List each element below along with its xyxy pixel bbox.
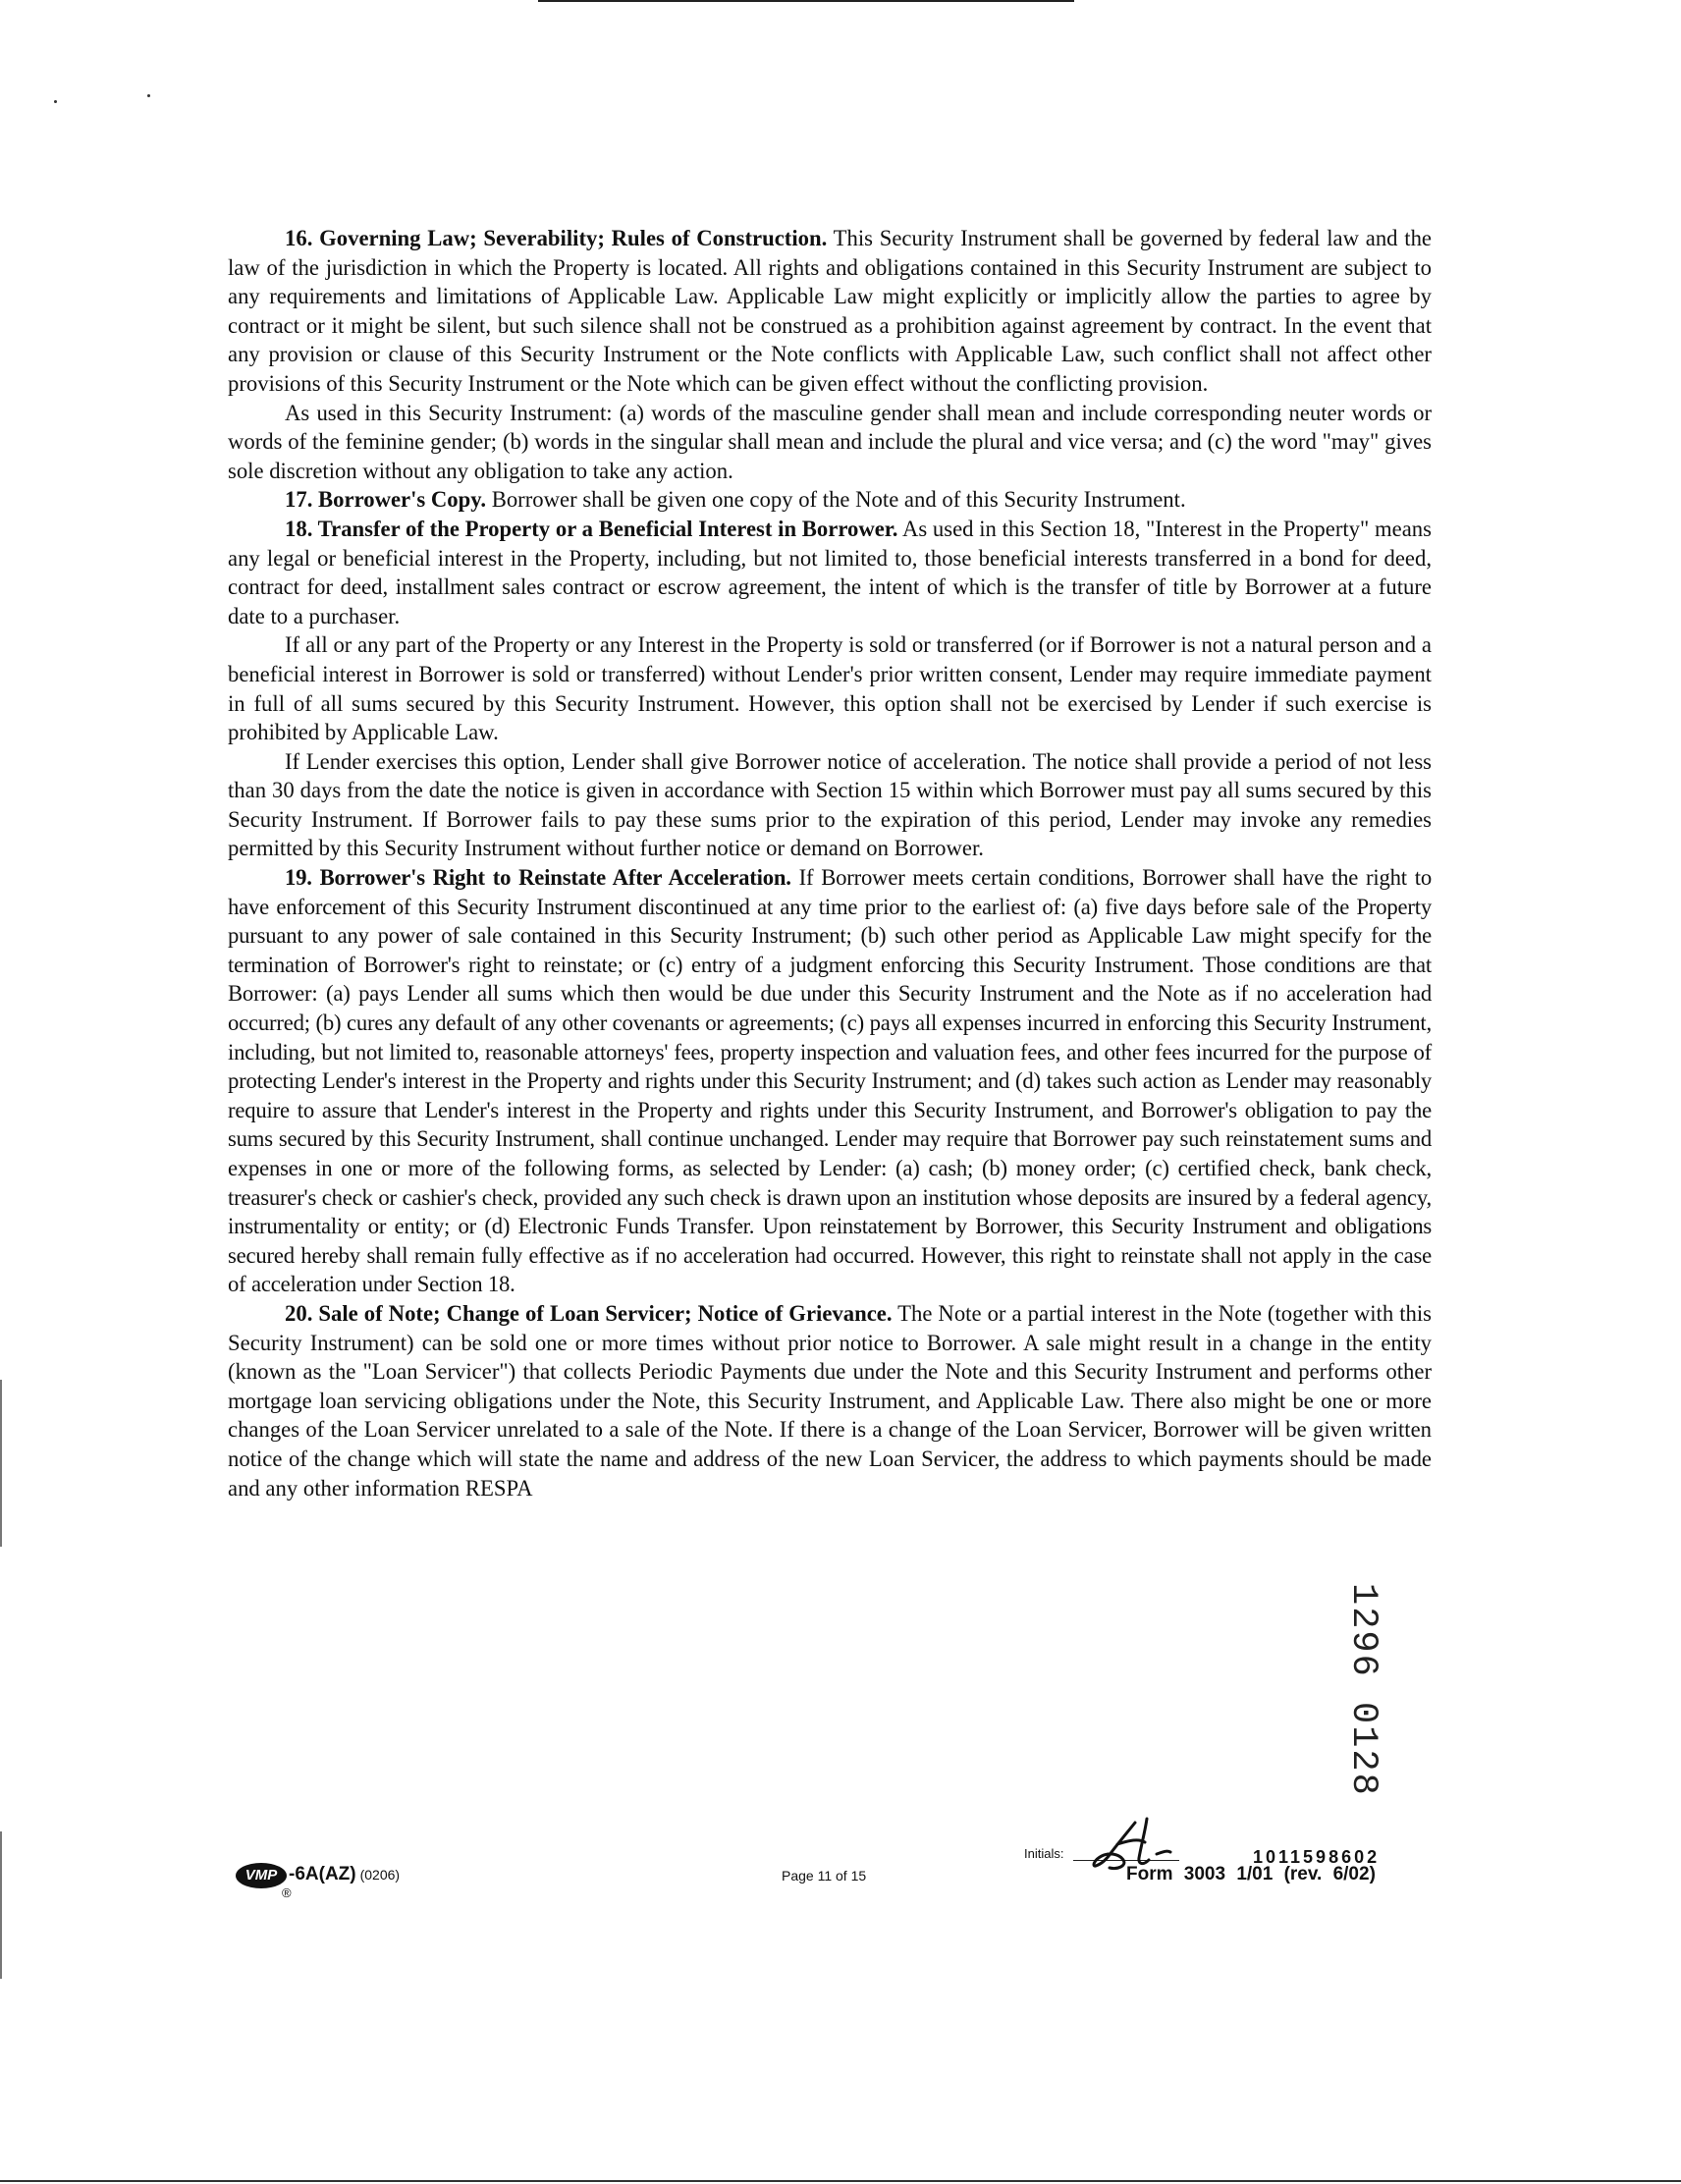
form-code-text: -6A(AZ) [289,1864,356,1884]
section-heading: 17. Borrower's Copy. [285,487,487,513]
form-code-date: (0206) [359,1867,401,1883]
scan-speck [54,100,57,103]
form-code [289,1864,400,1885]
paragraph-text: If Lender exercises this option, Lender shall give Borrower notice of acceleration. The notice shall provide a period of not less than 30 days from the date the notice is given in accordance with Section 15 within which Borrower must pay all sums secured by this Security Instrument. If Borrower fails to pay these sums prior to the expiration of this period, Lender may invoke any remedies permitted by this Security Instrument without further notice or demand on Borrower. [228,748,1432,861]
page-number: Page 11 of 15 [782,1868,867,1884]
scan-bottom-edge [0,2180,1681,2182]
vmp-logo: VMP [236,1863,287,1888]
initials-label: Initials: [1024,1846,1064,1861]
paragraph-17 [228,485,1432,515]
paragraph-text: If all or any part of the Property or any Interest in the Property is sold or transferred (or if Borrower is not a natural person and a beneficial interest in Borrower is sold or transferred) without Lender's prior written consent, Lender may require immediate payment in full of all sums secured by this Security Instrument. However, this option shall not be exercised by Lender if such exercise is prohibited by Applicable Law. [228,632,1432,745]
document-body [228,224,1432,1502]
loan-number: 1011598602 [1253,1847,1381,1867]
paragraph-text: As used in this Security Instrument: (a) words of the masculine gender shall mean and include corresponding neuter words or words of the feminine gender; (b) words in the singular shall mean and include the plural and vice versa; and (c) the word "may" gives sole discretion without any obligation to take any action. [228,400,1432,483]
paragraph-18-transfer [228,630,1432,746]
paragraph-text: This Security Instrument shall be governed by federal law and the law of the jurisdiction in which the Property is located. All rights and obligations contained in this Security Instrument are subject to any requirements and limitations of Applicable Law. Applicable Law might explicitly or implicitly allow the parties to agree by contract or it might be silent, but such silence shall not be construed as a prohibition against agreement by contract. In the event that any provision or clause of this Security Instrument or the Note conflicts with Applicable Law, such conflict shall not affect other provisions of this Security Instrument or the Note which can be given effect without the conflicting provision. [228,226,1432,396]
paragraph-text: If Borrower meets certain conditions, Borrower shall have the right to have enforcement of this Security Instrument discontinued at any time prior to the earliest of: (a) five days before sale of the Property pursuant to any power of sale contained in this Security Instrument; (b) such other period as Applicable Law might specify for the termination of Borrower's right to reinstate; or (c) entry of a judgment enforcing this Security Instrument. Those conditions are that Borrower: (a) pays Lender all sums which then would be due under this Security Instrument and the Note as if no acceleration had occurred; (b) cures any default of any other covenants or agreements; (c) pays all expenses incurred in enforcing this Security Instrument, including, but not limited to, reasonable attorneys' fees, property inspection and valuation fees, and other fees incurred for the purpose of protecting Lender's interest in the Property and rights under this Security Instrument; and (d) takes such action as Lender may reasonably require to assure that Lender's interest in the Property and rights under this Security Instrument, and Borrower's obligation to pay the sums secured by this Security Instrument, shall continue unchanged. Lender may require that Borrower pay such reinstatement sums and expenses in one or more of the following forms, as selected by Lender: (a) cash; (b) money order; (c) certified check, bank check, treasurer's check or cashier's check, provided any such check is drawn upon an institution whose deposits are insured by a federal agency, instrumentality or entity; or (d) Electronic Funds Transfer. Upon reinstatement by Borrower, this Security Instrument and obligations secured hereby shall remain fully effective as if no acceleration had occurred. However, this right to reinstate shall not apply in the case of acceleration under Section 18. [228,865,1433,1297]
scan-top-edge [538,0,1074,2]
paragraph-text: As used in this Section 18, "Interest in the Property" means any legal or beneficial interest in the Property, including, but not limited to, those beneficial interests transferred in a bond for deed, contract for deed, installment sales contract or escrow agreement, the intent of which is the transfer of title by Borrower at a future date to a purchaser. [228,516,1432,628]
paragraph-18-acceleration [228,747,1432,863]
paragraph-19 [228,863,1432,1299]
section-heading: 19. Borrower's Right to Reinstate After Acceleration. [285,865,791,891]
scan-left-edge-mark [0,1380,2,1547]
registered-mark: ® [282,1885,292,1900]
recording-stamp: 1296 0128 [1342,1583,1383,1797]
paragraph-18 [228,515,1432,630]
paragraph-16 [228,224,1432,399]
paragraph-text: The Note or a partial interest in the Note (together with this Security Instrument) can be sold one or more times without prior notice to Borrower. A sale might result in a change in the entity (known as the "Loan Servicer") that collects Periodic Payments due under the Note and this Security Instrument and performs other mortgage loan servicing obligations under the Note, this Security Instrument, and Applicable Law. There also might be one or more changes of the Loan Servicer unrelated to a sale of the Note. If there is a change of the Loan Servicer, Borrower will be given written notice of the change which will state the name and address of the new Loan Servicer, the address to which payments should be made and any other information RESPA [228,1300,1432,1501]
paragraph-20 [228,1299,1432,1502]
paragraph-16-construction [228,399,1432,486]
paragraph-text: Borrower shall be given one copy of the Note and of this Security Instrument. [486,487,1186,513]
section-heading: 20. Sale of Note; Change of Loan Servicer; Notice of Grievance. [285,1300,893,1326]
section-heading: 16. Governing Law; Severability; Rules of Construction. [285,226,828,250]
form-id: Form 3003 1/01 (rev. 6/02) [1126,1864,1376,1884]
section-heading: 18. Transfer of the Property or a Beneficial Interest in Borrower. [285,516,898,541]
scan-left-edge-mark [0,1831,2,1979]
scan-speck [147,94,150,97]
